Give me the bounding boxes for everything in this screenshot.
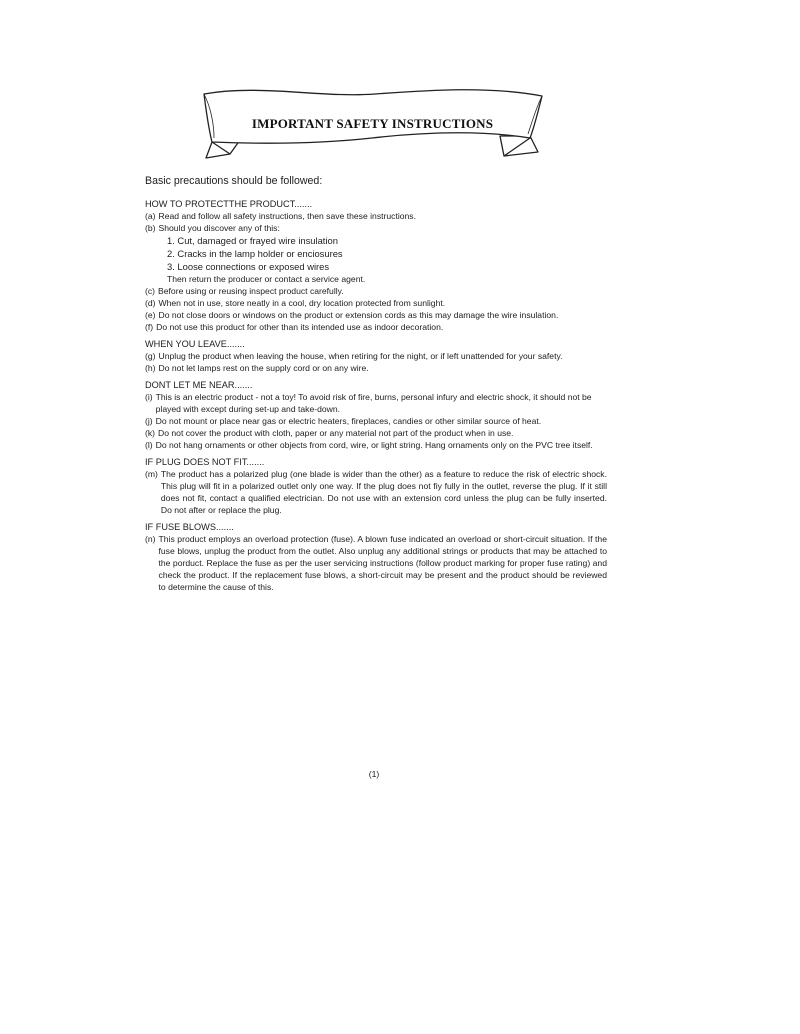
item-marker: (b) [145,223,156,233]
item-note: Then return the producer or contact a service agent. [167,274,366,284]
item-marker: (m) [145,469,158,479]
instruction-item-h [145,362,607,374]
intro-text: Basic precautions should be followed: [145,175,323,187]
item-text: Read and follow all safety instructions, then save these instructions. [158,211,416,221]
instruction-item-i [145,391,607,415]
item-text: Do not cover the product with cloth, paper or any material not part of the product when in use. [158,428,514,438]
instruction-item-j [145,415,607,427]
instruction-item-k [145,427,607,439]
subitem-1: 1. Cut, damaged or frayed wire insulation [167,235,338,246]
item-text: Unplug the product when leaving the house, when retiring for the night, or if left unattended for your safety. [158,351,563,361]
item-text: Do not let lamps rest on the supply cord or on any wire. [158,363,369,373]
item-text: Do not mount or place near gas or electric heaters, fireplaces, candies or other similar source of heat. [155,416,542,426]
item-text: Should you discover any of this: [158,223,280,233]
item-marker: (f) [145,322,154,332]
section-heading-fuse: IF FUSE BLOWS....... [145,522,234,532]
item-text: This is an electric product - not a toy! To avoid risk of fire, burns, personal infury and electric shock, it should not be played with except during set-up and take-down. [155,392,592,414]
item-marker: (i) [145,392,153,402]
instruction-item-f [145,321,607,333]
instructions-body [145,174,607,593]
item-text: Do not hang ornaments or other objects from cord, wire, or light string. Hang ornaments only on the PVC tree itself. [155,440,593,450]
item-marker: (g) [145,351,156,361]
item-marker: (d) [145,298,156,308]
instruction-item-g [145,350,607,362]
item-marker: (c) [145,286,156,296]
instruction-item-n [145,533,607,593]
item-text: When not in use, store neatly in a cool, dry location protected from sunlight. [158,298,446,308]
item-marker: (a) [145,211,156,221]
subitem-2: 2. Cracks in the lamp holder or enciosures [167,248,343,259]
instruction-item-b [145,222,607,234]
item-marker: (n) [145,534,156,544]
instruction-item-c [145,285,607,297]
instruction-item-a [145,210,607,222]
item-text: Do not use this product for other than its intended use as indoor decoration. [156,322,444,332]
instruction-item-d [145,297,607,309]
item-text: This product employs an overload protection (fuse). A blown fuse indicated an overload or short-circuit situation. If the fuse blows, unplug the product from the outlet. Also unplug any additional strings or products that may be attached to the porduct. Replace the fuse as per the user servicing instructions (follow product marking for proper fuse rating) and check the product. If the replacement fuse blows, a short-circuit may be present and the product should be reviewed to determine the cause of this. [158,534,607,592]
item-marker: (j) [145,416,153,426]
item-text: Do not close doors or windows on the product or extension cords as this may damage the wire insulation. [158,310,559,320]
subitem-3: 3. Loose connections or exposed wires [167,261,330,272]
document-title: IMPORTANT SAFETY INSTRUCTIONS [251,116,494,131]
title-banner [200,86,545,166]
section-heading-leave: WHEN YOU LEAVE....... [145,339,245,349]
section-heading-plug: IF PLUG DOES NOT FIT....... [145,457,265,467]
section-heading-protect: HOW TO PROTECTTHE PRODUCT....... [145,199,313,209]
item-marker: (h) [145,363,156,373]
instruction-item-l [145,439,607,451]
section-heading-near: DONT LET ME NEAR....... [145,380,253,390]
instruction-item-e [145,309,607,321]
item-marker: (e) [145,310,156,320]
item-text: The product has a polarized plug (one blade is wider than the other) as a feature to reduce the risk of electric shock. This plug will fit in a polarized outlet only one way. If the plug does not fiy fully in the outlet, reverse the plug. If it still does not fit, contact a qualified electrician. Do not use with an extension cord unless the plug can be fully inserted. Do not after or replace the plug. [160,469,607,515]
page-number: (1) [368,769,380,779]
instruction-item-m [145,468,607,516]
item-marker: (l) [145,440,153,450]
item-marker: (k) [145,428,156,438]
item-text: Before using or reusing inspect product carefully. [158,286,344,296]
